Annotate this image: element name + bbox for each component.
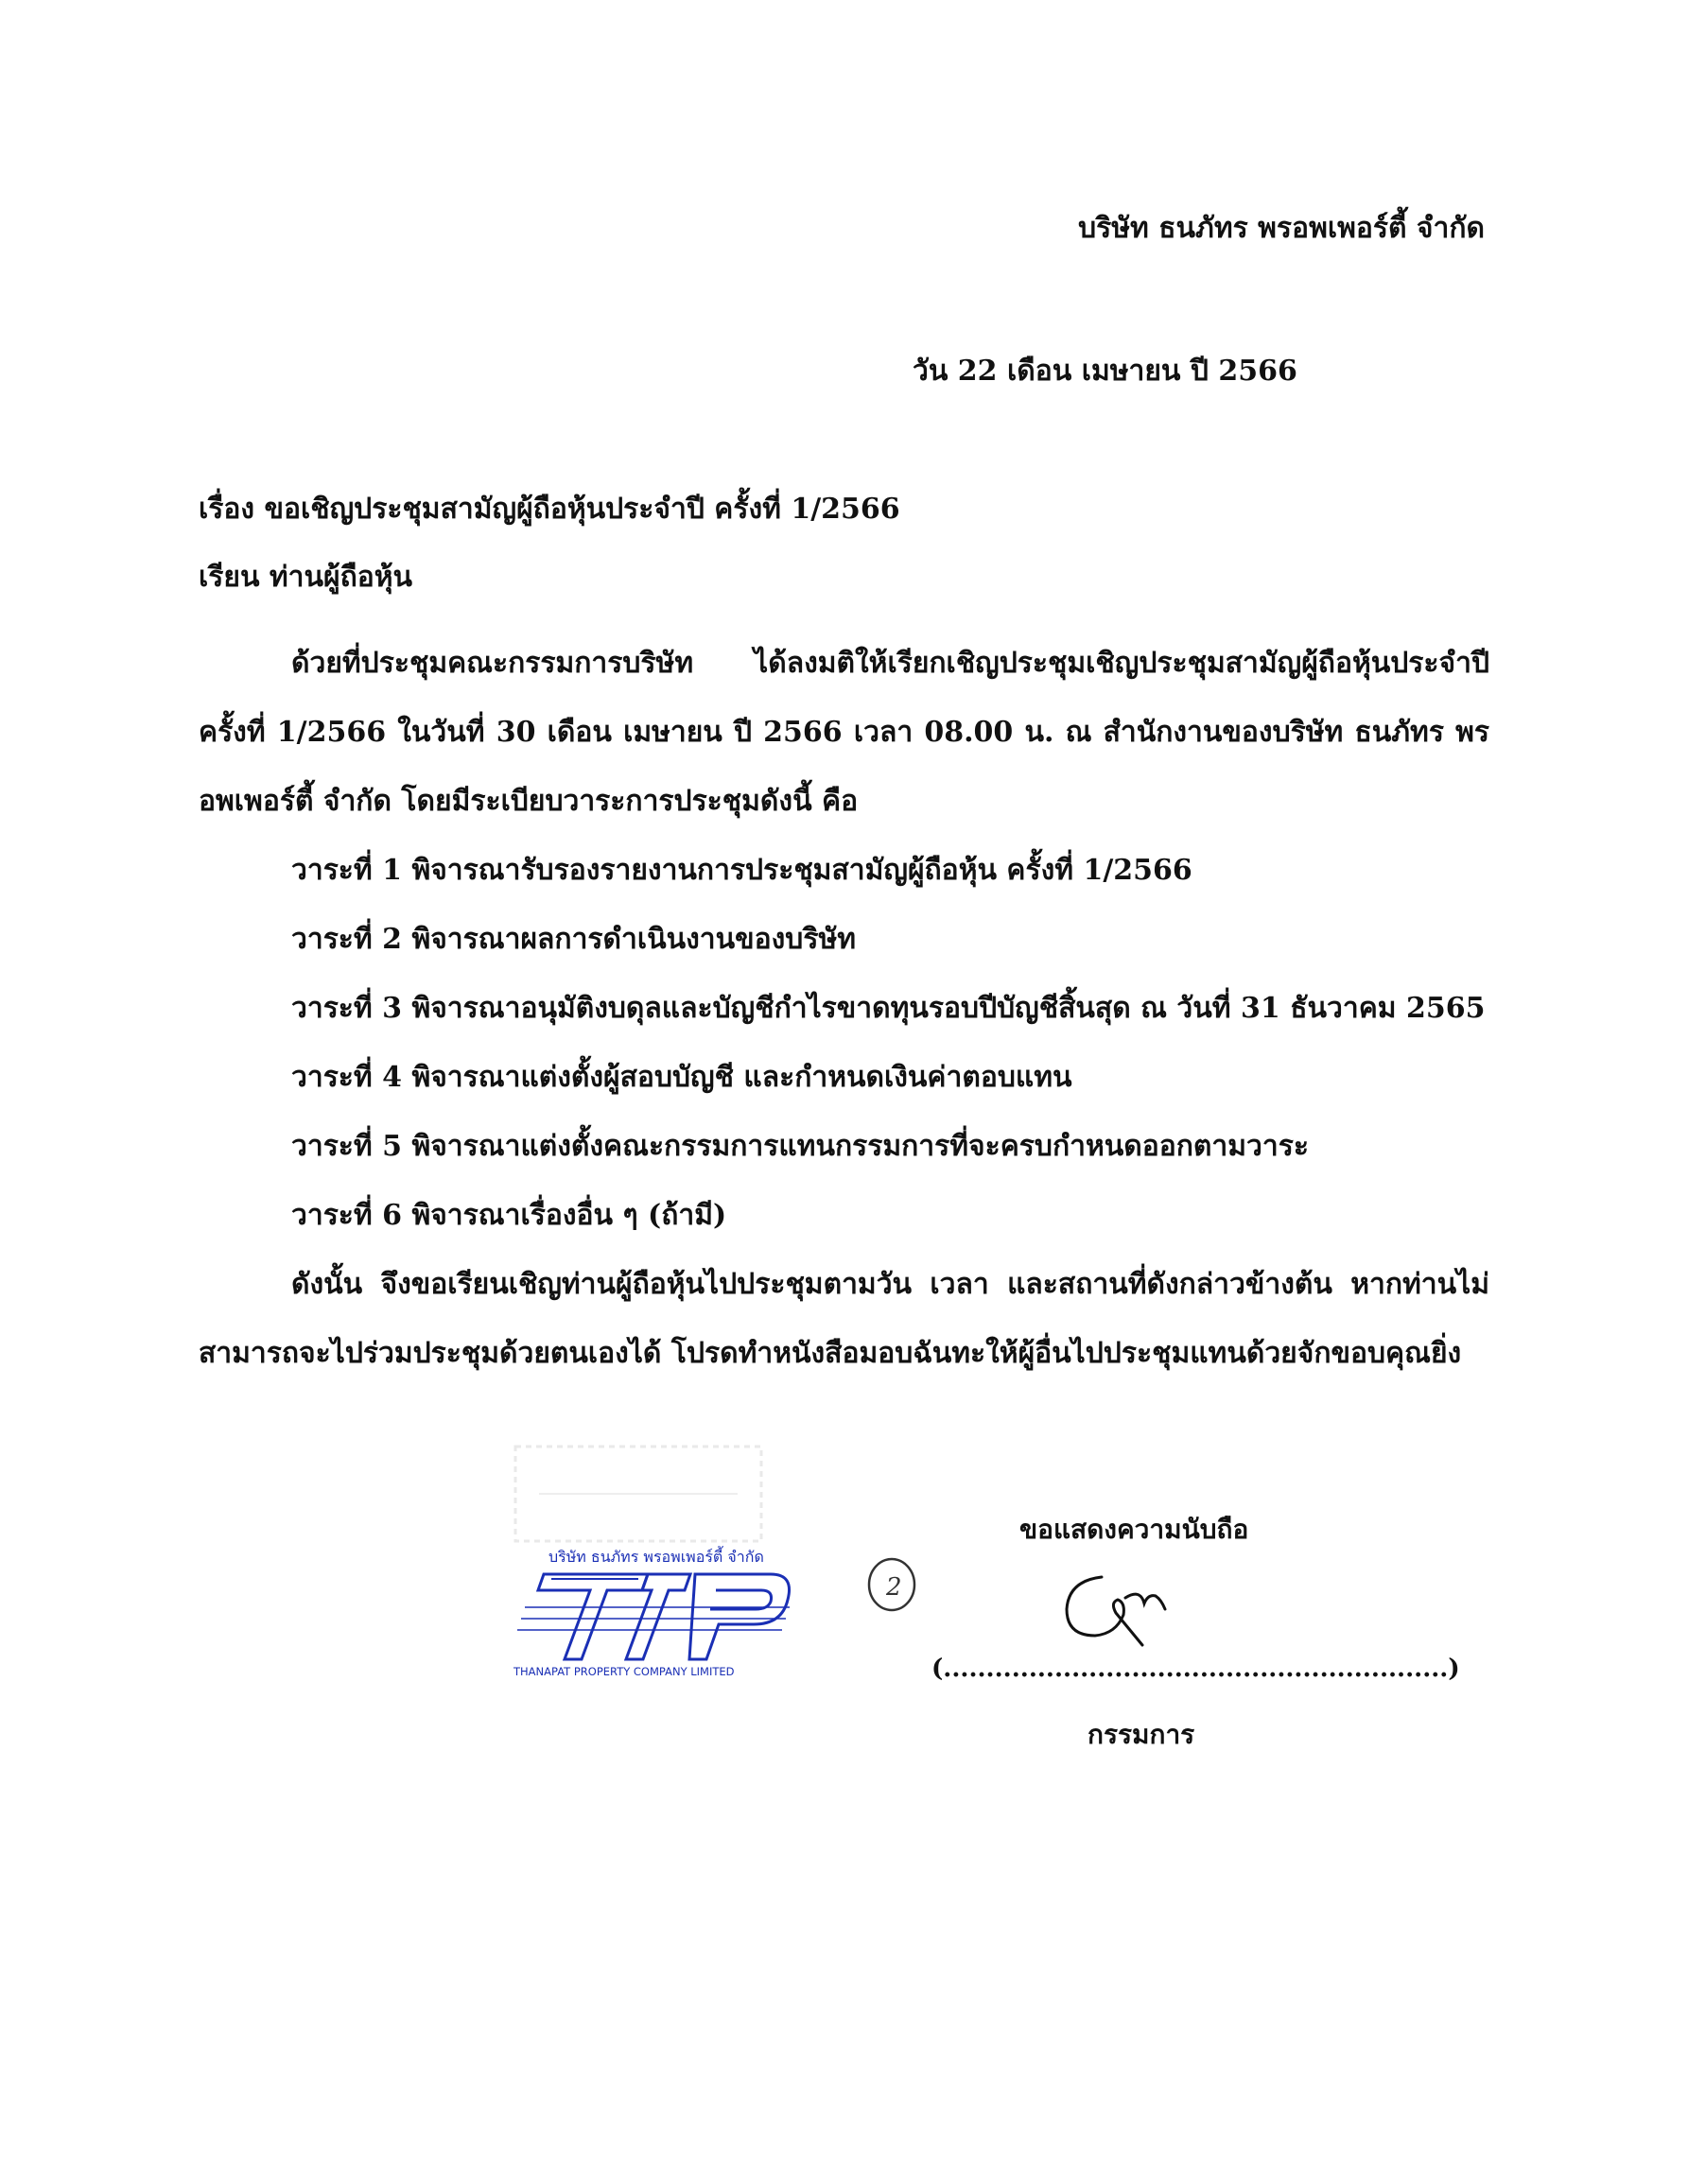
signature-line: (...........................................................) [931, 1655, 1460, 1683]
letter-salutation: เรียน ท่านผู้ถือหุ้น [199, 561, 413, 594]
company-name: บริษัท ธนภัทร พรอพเพอร์ตี้ จำกัด [1078, 212, 1485, 245]
letter-subject: เรื่อง ขอเชิญประชุมสามัญผู้ถือหุ้นประจำปี ครั้งที่ 1/2566 [199, 493, 900, 526]
circled-number-mark [859, 1551, 925, 1617]
company-stamp-logo [506, 1541, 809, 1683]
stamp-company-th: บริษัท ธนภัทร พรอพเพอร์ตี้ จำกัด [548, 1548, 764, 1566]
intro-paragraph: ด้วยที่ประชุมคณะกรรมการบริษัท ได้ลงมติให้เรียกเชิญประชุมเชิญประชุมสามัญผู้ถือหุ้นประจำปี ครั้งที่ 1/2566 ในวันที่ 30 เดือน เมษายน ปี 2566 เวลา 08.00 น. ณ สำนักงานของบริษัท ธนภัทร พรอพเพอร์ตี้ จำกัด โดยมีระเบียบวาระการประชุมดังนี้ คือ [199, 647, 1489, 818]
agenda-item: วาระที่ 2 พิจารณาผลการดำเนินงานของบริษัท [291, 923, 857, 956]
agenda-item: วาระที่ 6 พิจารณาเรื่องอื่น ๆ (ถ้ามี) [291, 1199, 727, 1232]
circled-number: 2 [886, 1573, 902, 1602]
agenda-item: วาระที่ 5 พิจารณาแต่งตั้งคณะกรรมการแทนกรรมการที่จะครบกำหนดออกตามวาระ [291, 1130, 1309, 1163]
stamp-company-en: THANAPAT PROPERTY COMPANY LIMITED [513, 1665, 735, 1678]
agenda-item: วาระที่ 3 พิจารณาอนุมัติงบดุลและบัญชีกำไรขาดทุนรอบปีบัญชีสิ้นสุด ณ วันที่ 31 ธันวาคม 2565 [291, 992, 1486, 1025]
agenda-item: วาระที่ 1 พิจารณารับรองรายงานการประชุมสามัญผู้ถือหุ้น ครั้งที่ 1/2566 [291, 854, 1192, 887]
agenda-item: วาระที่ 4 พิจารณาแต่งตั้งผู้สอบบัญชี และกำหนดเงินค่าตอบแทน [291, 1061, 1072, 1094]
letter-date: วัน 22 เดือน เมษายน ปี 2566 [913, 355, 1297, 388]
closing-paragraph: ดังนั้น จึงขอเรียนเชิญท่านผู้ถือหุ้นไปประชุมตามวัน เวลา และสถานที่ดังกล่าวข้างต้น หากท่านไม่สามารถจะไปร่วมประชุมด้วยตนเองได้ โปรดทำหนังสือมอบฉันทะให้ผู้อื่นไปประชุมแทนด้วยจักขอบคุณยิ่ง [199, 1268, 1489, 1370]
faint-seal-impression [511, 1442, 766, 1546]
agenda-list [291, 836, 1486, 1250]
signer-title: กรรมการ [1088, 1719, 1195, 1750]
handwritten-signature [1050, 1560, 1201, 1650]
closing-regards: ขอแสดงความนับถือ [1019, 1514, 1249, 1545]
